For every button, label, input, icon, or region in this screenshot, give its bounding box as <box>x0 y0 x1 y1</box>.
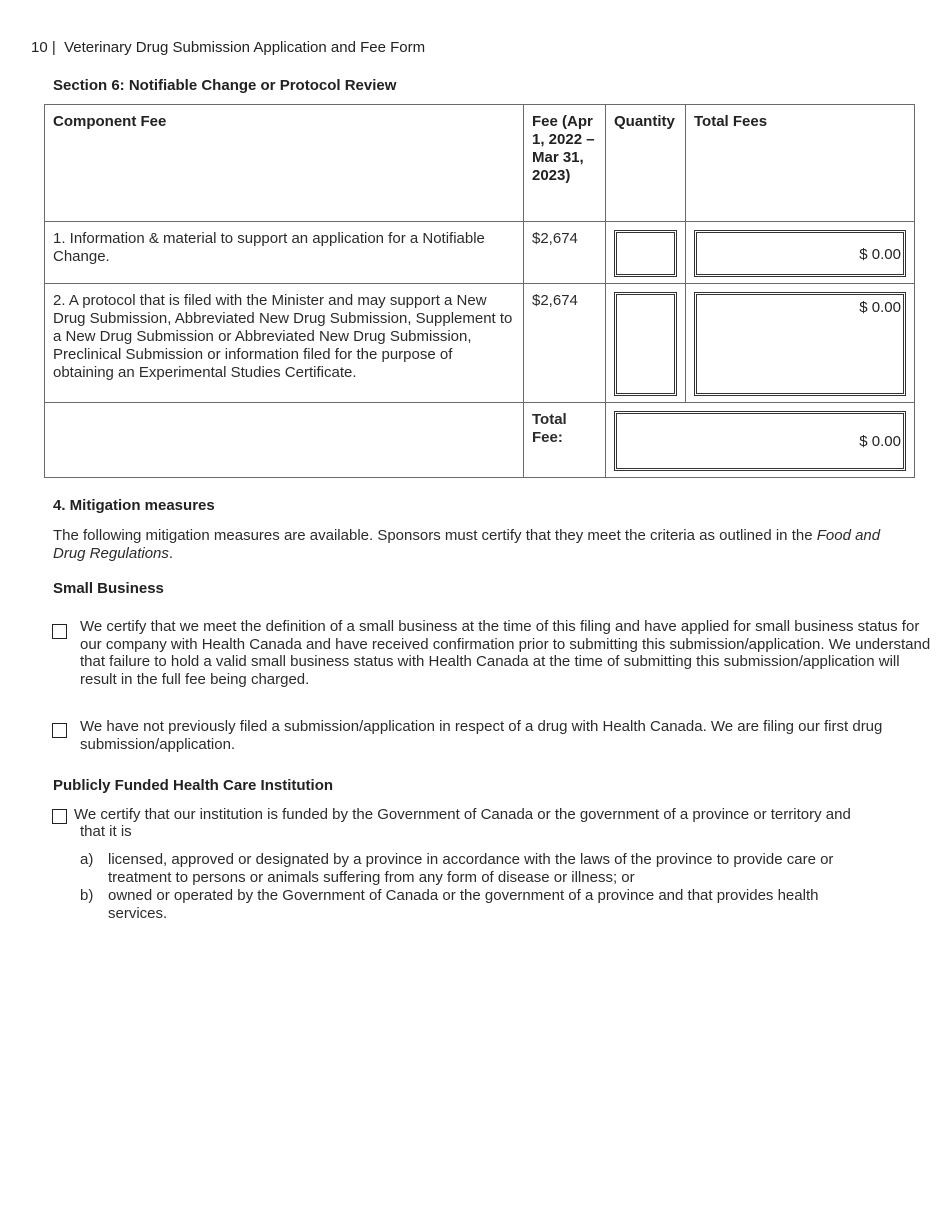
table-row <box>45 284 915 403</box>
regulations-name: Food and Drug Regulations <box>53 527 881 562</box>
first-submission-option-text: We have not previously filed a submission/application in respect of a drug with Health Canada. We are filing our first drug submission/application. <box>80 718 883 753</box>
small-business-title: Small Business <box>53 580 164 597</box>
first-submission-checkbox[interactable] <box>52 723 67 738</box>
table-header-row <box>45 105 915 222</box>
column-header-component: Component Fee <box>45 105 524 222</box>
small-business-option-text: We certify that we meet the definition of a small business at the time of this filing and have applied for small business status for our company with Health Canada and have received confirmation prior to submitting this submission/application. We understand that failure to hold a valid small business status with Health Canada at the time of submitting this submission/application will result in the full fee being charged. <box>80 618 931 688</box>
page-header: 10 | Veterinary Drug Submission Application and Fee Form <box>31 39 426 56</box>
public-institution-option-text-cont: that it is <box>80 823 132 840</box>
fee-cell: $2,674 <box>524 222 606 284</box>
total-fees-field[interactable]: $ 0.00 <box>694 230 906 277</box>
quantity-input[interactable] <box>614 230 677 277</box>
component-cell: 1. Information & material to support an application for a Notifiable Change. <box>45 222 524 284</box>
list-marker: a) <box>80 851 94 868</box>
mitigation-intro <box>53 527 893 563</box>
total-row <box>45 403 915 478</box>
list-item-text: owned or operated by the Government of Canada or the government of a province and that provides health services. <box>108 887 819 922</box>
intro-end: . <box>168 545 174 562</box>
intro-text: The following mitigation measures are available. Sponsors must certify that they meet the criteria as outlined in the <box>53 527 817 544</box>
component-cell: 2. A protocol that is filed with the Minister and may support a New Drug Submission, Abbreviated New Drug Submission, Supplement to a New Drug Submission or Abbreviated New Drug Submission, Preclinical Submission or information filed for the purpose of obtaining an Experimental Studies Certificate. <box>45 284 524 403</box>
total-fee-field[interactable]: $ 0.00 <box>614 411 906 471</box>
small-business-checkbox[interactable] <box>52 624 67 639</box>
section-title: Section 6: Notifiable Change or Protocol Review <box>53 77 397 94</box>
column-header-total: Total Fees <box>686 105 915 222</box>
document-title: Veterinary Drug Submission Application and Fee Form <box>64 39 426 56</box>
public-institution-option-text: We certify that our institution is funded by the Government of Canada or the government of a province or territory and <box>74 806 851 823</box>
total-fee-label: Total Fee: <box>524 403 606 478</box>
total-cell <box>686 284 915 403</box>
page-number: 10 <box>31 39 48 56</box>
column-header-fee <box>524 105 606 222</box>
fee-cell: $2,674 <box>524 284 606 403</box>
fee-header-text: Fee (Apr 1, 2022 – Mar 31, 2023) <box>532 113 595 184</box>
total-fee-cell <box>606 403 915 478</box>
list-marker: b) <box>80 887 94 904</box>
list-item-text: licensed, approved or designated by a province in accordance with the laws of the province to provide care or treatment to persons or animals suffering from any form of disease or illness; or <box>108 851 834 886</box>
quantity-cell <box>606 284 686 403</box>
fee-table <box>44 104 915 478</box>
public-institution-checkbox[interactable] <box>52 809 67 824</box>
quantity-cell <box>606 222 686 284</box>
mitigation-title: 4. Mitigation measures <box>53 497 215 514</box>
total-cell <box>686 222 915 284</box>
public-institution-title: Publicly Funded Health Care Institution <box>53 777 334 794</box>
table-row <box>45 222 915 284</box>
empty-cell <box>45 403 524 478</box>
quantity-input[interactable] <box>614 292 677 396</box>
total-fees-field[interactable]: $ 0.00 <box>694 292 906 396</box>
column-header-quantity: Quantity <box>606 105 686 222</box>
